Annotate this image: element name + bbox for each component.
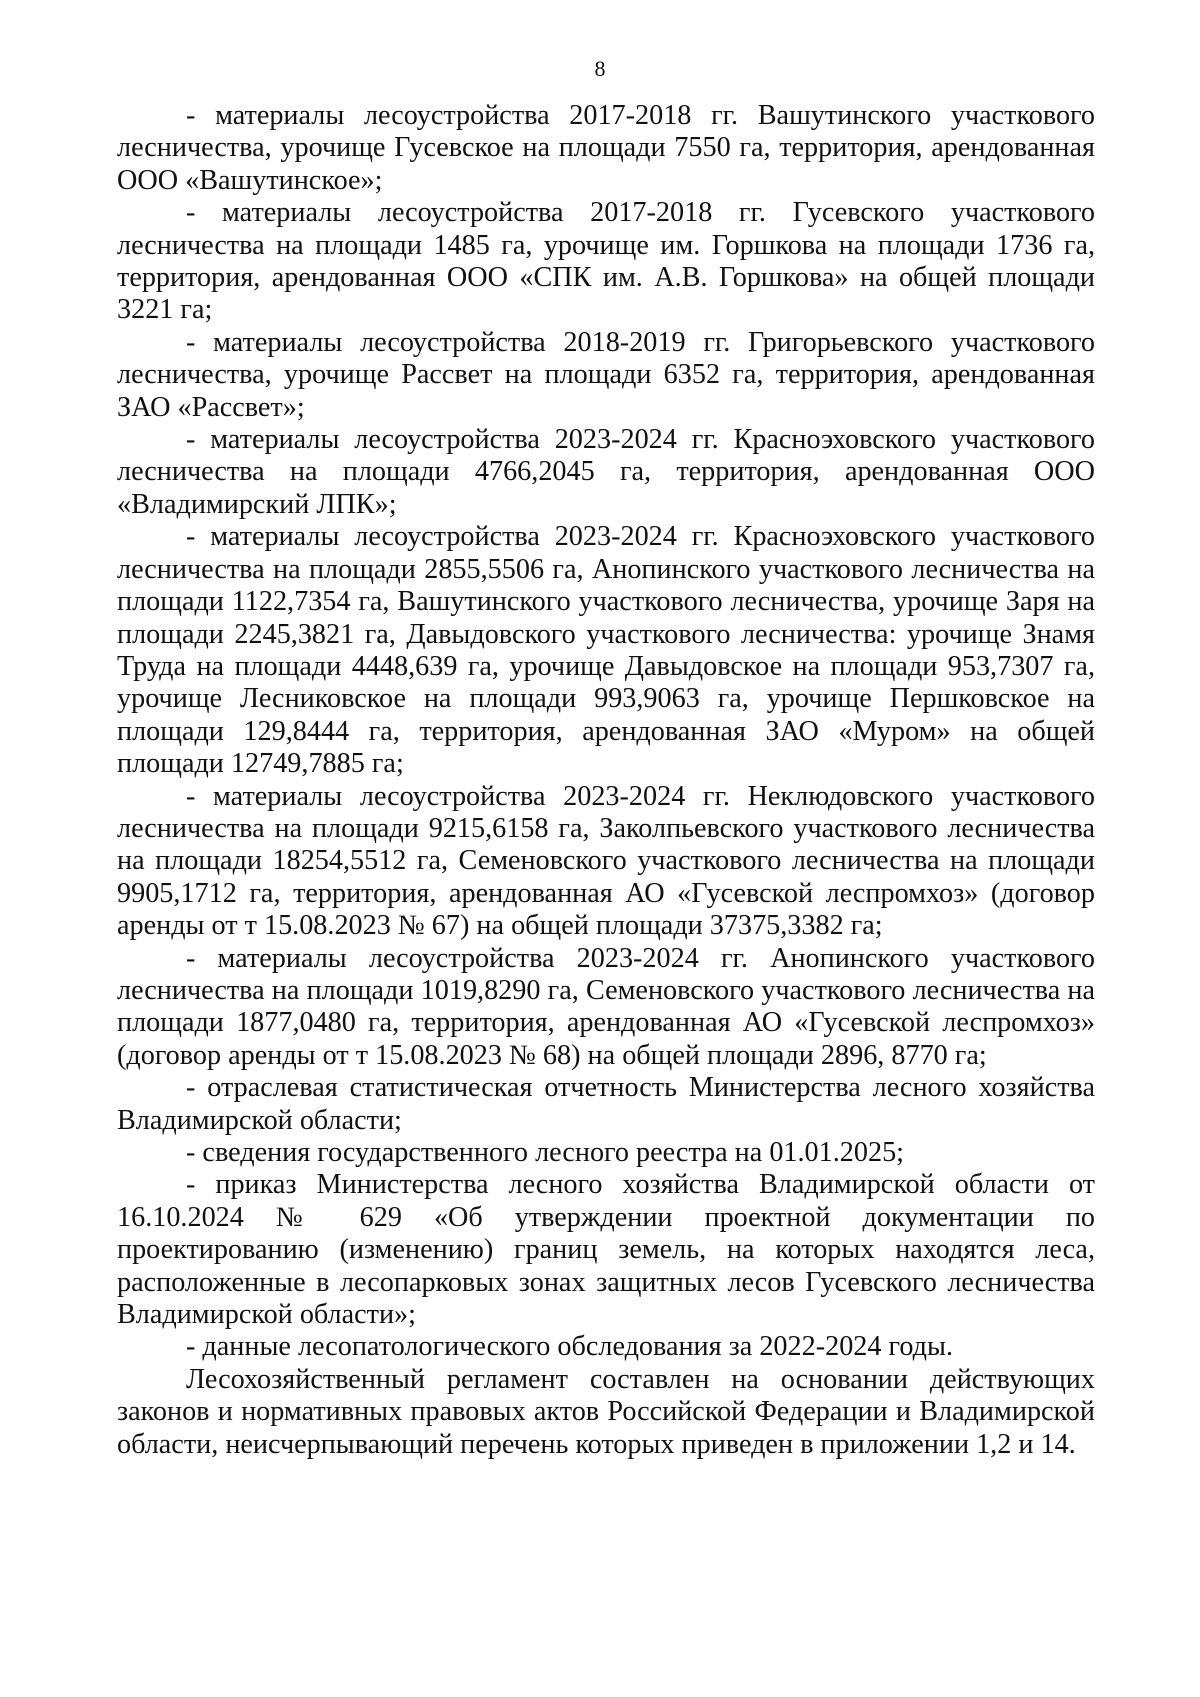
list-item-materials-murom: - материалы лесоустройства 2023-2024 гг. Красноэховского участкового лесничества на площади 2855,5506 га, Анопинского участкового лесничества на площади 1122,7354 га, Вашутинского участкового лесничества, урочище Заря на площади 2245,3821 га, Давыдовского участкового лесничества: урочище Знамя Труда на площади 4448,639 га, урочище Давыдовское на площади 953,7307 га, урочище Лесниковское на площади 993,9063 га, урочище Першковское на площади 129,8444 га, территория, арендованная ЗАО «Муром» на общей площади 12749,7885 га; xyxy=(117,521,1095,780)
list-item-materials-vashutinskoe: - материалы лесоустройства 2017-2018 гг. Вашутинского участкового лесничества, урочище Гусевское на площади 7550 га, территория, арендованная ООО «Вашутинское»; xyxy=(117,100,1095,196)
list-item-forest-registry: - сведения государственного лесного реестра на 01.01.2025; xyxy=(186,1137,904,1168)
page-number: 8 xyxy=(594,56,606,81)
list-item-materials-leskhoz-67: - материалы лесоустройства 2023-2024 гг. Неклюдовского участкового лесничества на площади 9215,6158 га, Заколпьевского участкового лесничества на площади 18254,5512 га, Семеновского участкового лесничества на площади 9905,1712 га, территория, арендованная АО «Гусевской леспромхоз» (договор аренды от т 15.08.2023 № 67) на общей площади 37375,3382 га; xyxy=(117,780,1095,942)
list-item-materials-gusevskoe: - материалы лесоустройства 2017-2018 гг. Гусевского участкового лесничества на площади 1485 га, урочище им. Горшкова на площади 1736 га, территория, арендованная ООО «СПК им. А.В. Горшкова» на общей площади 3221 га; xyxy=(117,197,1095,326)
list-item-ministry-order: - приказ Министерства лесного хозяйства Владимирской области от 16.10.2024 № 629 «Об утверждении проектной документации по проектированию (изменению) границ земель, на которых находятся леса, расположенные в лесопарковых зонах защитных лесов Гусевского лесничества Владимирской области»; xyxy=(117,1169,1095,1331)
list-item-materials-krasnoekhovskoe-lpk: - материалы лесоустройства 2023-2024 гг. Красноэховского участкового лесничества на площади 4766,2045 га, территория, арендованная ООО «Владимирский ЛПК»; xyxy=(117,424,1095,520)
list-item-materials-leskhoz-68: - материалы лесоустройства 2023-2024 гг. Анопинского участкового лесничества на площади 1019,8290 га, Семеновского участкового лесничества на площади 1877,0480 га, территория, арендованная АО «Гусевской леспромхоз» (договор аренды от т 15.08.2023 № 68) на общей площади 2896, 8770 га; xyxy=(117,942,1095,1071)
list-item-statistics: - отраслевая статистическая отчетность Министерства лесного хозяйства Владимирской области; xyxy=(117,1072,1095,1136)
list-item-materials-grigorievskoe: - материалы лесоустройства 2018-2019 гг. Григорьевского участкового лесничества, урочище Рассвет на площади 6352 га, территория, арендованная ЗАО «Рассвет»; xyxy=(117,326,1095,423)
document-body xyxy=(117,100,1095,1461)
closing-paragraph: Лесохозяйственный регламент составлен на основании действующих законов и нормативных правовых актов Российской Федерации и Владимирской области, неисчерпывающий перечень которых приведен в приложении 1,2 и 14. xyxy=(117,1363,1095,1460)
list-item-pathology-survey: - данные лесопатологического обследования за 2022-2024 годы. xyxy=(186,1331,953,1363)
